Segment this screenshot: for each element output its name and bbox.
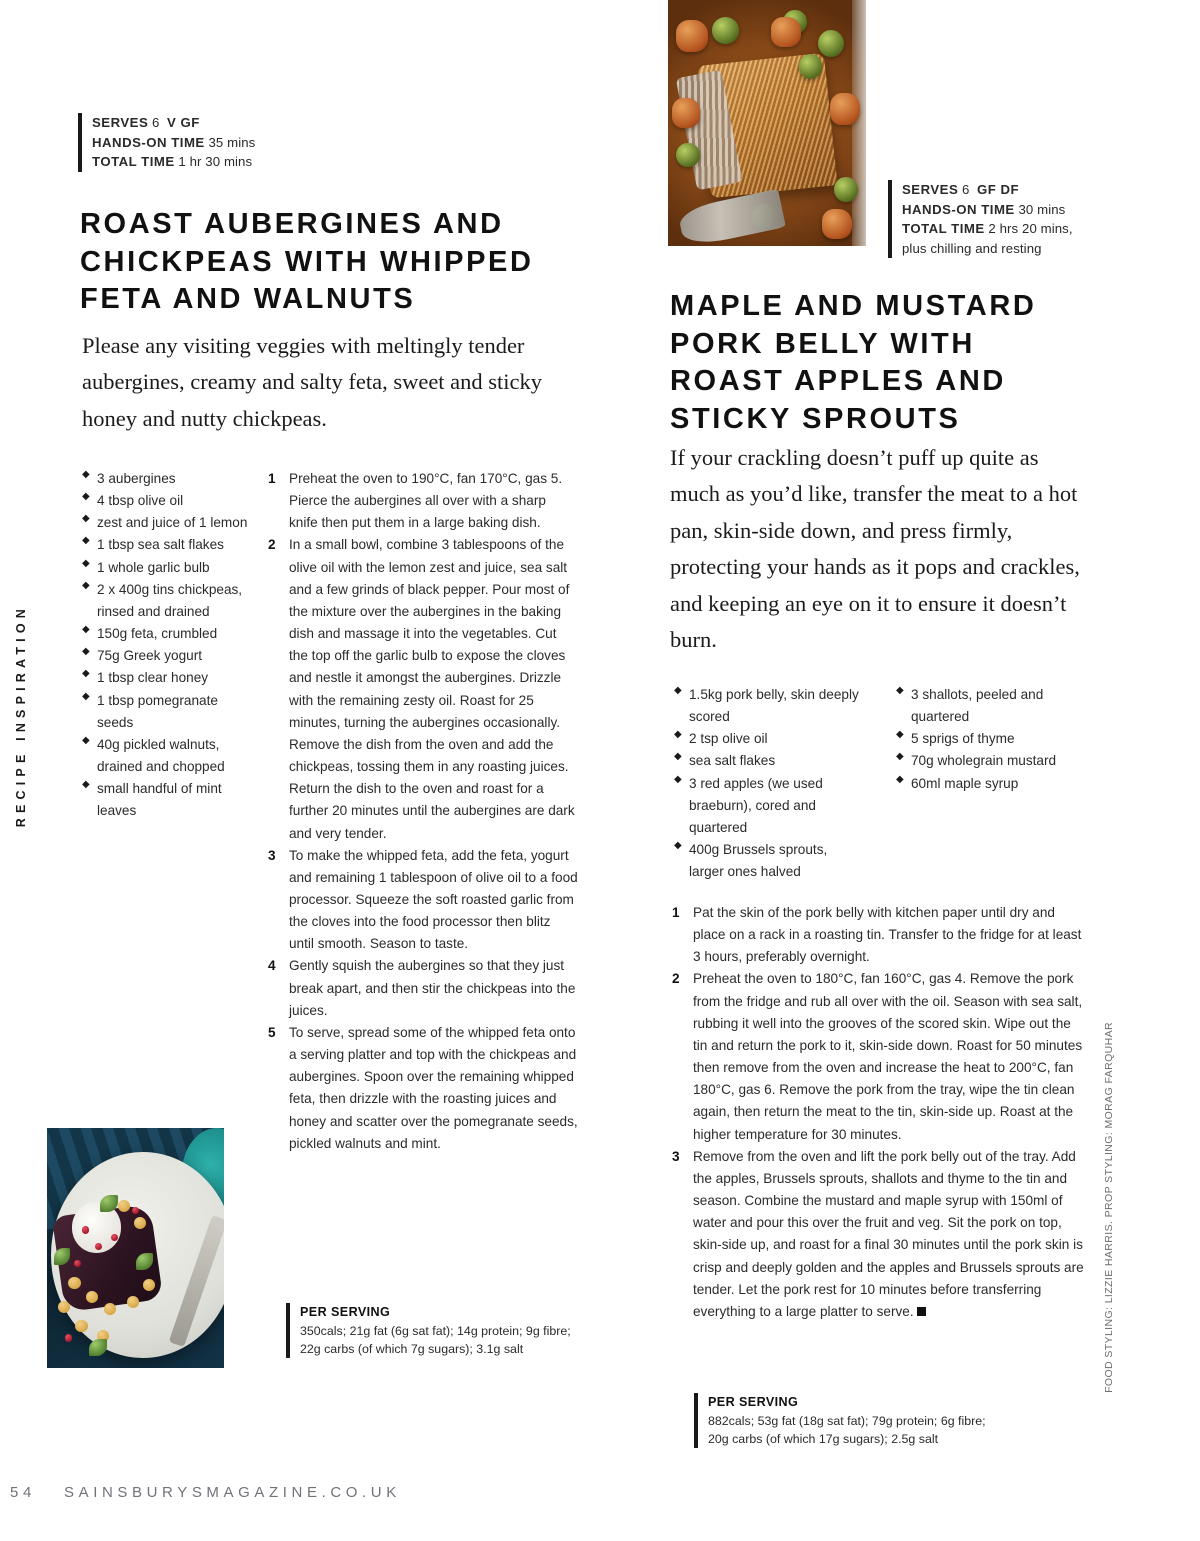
ingredient-text: 1.5kg pork belly, skin deeply scored bbox=[689, 687, 859, 725]
left-per-serving bbox=[286, 1303, 580, 1358]
step-text: Remove from the oven and lift the pork belly out of the tray. Add the apples, Brussels sprouts, shallots and thyme to the tin and season. Combine the mustard and maple syrup with 150ml of water and pour this over the fruit and veg. Sit the pork on top, skin-side up, and roast for a final 30 minutes until the pork skin is crisp and deeply golden and the apples and Brussels sprouts are tender. Let the pork rest for 10 minutes before transferring everything to a large platter to serve. bbox=[693, 1148, 1084, 1319]
diamond-bullet-icon: ◆ bbox=[82, 491, 90, 503]
right-per-serving bbox=[694, 1393, 1008, 1448]
ingredient-item bbox=[896, 750, 1086, 772]
right-handson-line bbox=[902, 200, 1082, 220]
ingredient-item bbox=[82, 778, 257, 822]
ingredient-text: 3 shallots, peeled and quartered bbox=[911, 687, 1044, 725]
method-step bbox=[268, 468, 578, 534]
magazine-website[interactable]: SAINSBURYSMAGAZINE.CO.UK bbox=[64, 1484, 401, 1501]
left-per-serving-text: 350cals; 21g fat (6g sat fat); 14g protein; 9g fibre; 22g carbs (of which 7g sugars); 3.1g salt bbox=[300, 1323, 571, 1356]
right-handson-key: HANDS-ON TIME bbox=[902, 201, 1015, 217]
step-number: 2 bbox=[672, 971, 680, 987]
roast-apple bbox=[830, 93, 860, 125]
left-handson-value: 35 mins bbox=[208, 134, 256, 150]
diamond-bullet-icon: ◆ bbox=[82, 557, 90, 569]
right-total-note: plus chilling and resting bbox=[902, 240, 1042, 256]
ingredient-item bbox=[82, 512, 257, 534]
ingredient-text: small handful of mint leaves bbox=[97, 781, 222, 819]
ingredient-item bbox=[674, 684, 864, 728]
method-step bbox=[268, 534, 578, 844]
chickpea bbox=[75, 1320, 87, 1332]
ingredient-text: 2 x 400g tins chickpeas, rinsed and drained bbox=[97, 581, 243, 619]
left-total-value: 1 hr 30 mins bbox=[178, 154, 253, 170]
right-recipe-meta bbox=[888, 180, 1082, 258]
diamond-bullet-icon: ◆ bbox=[82, 469, 90, 480]
step-text: Preheat the oven to 180°C, fan 160°C, gas 4. Remove the pork from the fridge and rub all over with the oil. Season with sea salt, rubbing it well into the grooves of the scored skin. Wipe out the tin and return the pork to it, skin-side down. Roast for 50 minutes then remove from the oven and increase the heat to 200°C, fan 180°C, gas 6. Remove the pork from the tray, wipe the tin clean again, then return the meat to the tin, skin-side up. Roast at the higher temperature for 30 minutes. bbox=[693, 971, 1083, 1142]
pomegranate-seed bbox=[65, 1334, 72, 1341]
left-handson-key: HANDS-ON TIME bbox=[92, 134, 205, 150]
step-text: To make the whipped feta, add the feta, yogurt and remaining 1 tablespoon of olive oil to a food processor. Squeeze the soft roasted garlic from the cloves into the food processor then blitz until smooth. Season to taste. bbox=[289, 847, 578, 952]
diamond-bullet-icon: ◆ bbox=[674, 840, 682, 852]
right-serves-key: SERVES bbox=[902, 182, 959, 197]
left-diet-tags: V GF bbox=[167, 115, 200, 130]
mint-leaf bbox=[89, 1339, 107, 1356]
right-method-steps bbox=[672, 902, 1084, 1323]
step-number: 5 bbox=[268, 1024, 276, 1040]
right-recipe-title: MAPLE AND MUSTARD PORK BELLY WITH ROAST APPLES AND STICKY SPROUTS bbox=[670, 290, 1037, 436]
diamond-bullet-icon: ◆ bbox=[674, 751, 682, 763]
method-step bbox=[672, 1146, 1084, 1323]
ingredient-text: 150g feta, crumbled bbox=[97, 626, 218, 642]
ingredient-item bbox=[82, 557, 257, 579]
brussels-sprout bbox=[676, 143, 700, 168]
end-of-article-mark bbox=[917, 1307, 926, 1316]
method-step bbox=[268, 1022, 578, 1155]
ingredient-text: 1 tbsp pomegranate seeds bbox=[97, 692, 218, 730]
diamond-bullet-icon: ◆ bbox=[82, 535, 90, 547]
ingredient-item bbox=[82, 534, 257, 556]
chickpea bbox=[68, 1277, 80, 1289]
left-recipe-standfirst: Please any visiting veggies with meltingly tender aubergines, creamy and salty feta, sweet and sticky honey and nutty chickpeas. bbox=[82, 333, 543, 431]
step-number: 3 bbox=[672, 1148, 680, 1164]
chickpea bbox=[127, 1296, 139, 1308]
right-handson-value: 30 mins bbox=[1018, 201, 1066, 217]
step-text: Gently squish the aubergines so that they just break apart, and then stir the chickpeas into the juices. bbox=[289, 958, 576, 1018]
chickpea bbox=[118, 1200, 130, 1212]
method-step bbox=[268, 955, 578, 1021]
right-total-key: TOTAL TIME bbox=[902, 221, 985, 237]
right-recipe-standfirst: If your crackling doesn’t puff up quite as much as you’d like, transfer the meat to a hot pan, skin-side down, and press firmly, protecting your hands as it pops and crackles, and keeping an eye on it to ensure it doesn’t burn. bbox=[670, 445, 1080, 653]
ingredient-item bbox=[896, 728, 1086, 750]
ingredient-text: 1 whole garlic bulb bbox=[97, 559, 210, 575]
diamond-bullet-icon: ◆ bbox=[82, 513, 90, 525]
aubergine-recipe-photo bbox=[47, 1128, 224, 1368]
left-ingredients-list bbox=[82, 468, 257, 823]
right-diet-tags: GF DF bbox=[977, 182, 1020, 197]
right-per-serving-text: 882cals; 53g fat (18g sat fat); 79g protein; 6g fibre; 20g carbs (of which 17g sugars); 2.5g salt bbox=[708, 1413, 986, 1446]
pork-belly-recipe-photo bbox=[668, 0, 866, 246]
page-number: 54 bbox=[10, 1484, 36, 1501]
diamond-bullet-icon: ◆ bbox=[896, 685, 904, 696]
brussels-sprout bbox=[799, 54, 823, 79]
ingredient-text: 1 tbsp clear honey bbox=[97, 670, 209, 686]
ingredient-text: sea salt flakes bbox=[689, 753, 776, 769]
ingredient-item bbox=[674, 750, 864, 772]
left-total-key: TOTAL TIME bbox=[92, 154, 175, 170]
brussels-sprout bbox=[834, 177, 858, 202]
ingredient-item bbox=[674, 773, 864, 839]
ingredient-text: 1 tbsp sea salt flakes bbox=[97, 537, 224, 553]
diamond-bullet-icon: ◆ bbox=[82, 779, 90, 791]
roast-apple bbox=[771, 17, 801, 47]
ingredient-text: 3 red apples (we used braeburn), cored and quartered bbox=[689, 775, 823, 835]
brussels-sprout bbox=[712, 17, 740, 44]
step-text: Pat the skin of the pork belly with kitchen paper until dry and place on a rack in a roasting tin. Transfer to the fridge for at least 3 hours, preferably overnight. bbox=[693, 905, 1082, 965]
left-method-steps bbox=[268, 468, 578, 1155]
chickpea bbox=[134, 1217, 146, 1229]
ingredient-item bbox=[82, 645, 257, 667]
section-label-recipe-inspiration: RECIPE INSPIRATION bbox=[14, 604, 28, 828]
step-number: 2 bbox=[268, 537, 276, 553]
diamond-bullet-icon: ◆ bbox=[674, 773, 682, 785]
serving-spoon bbox=[677, 189, 786, 246]
ingredient-item bbox=[82, 690, 257, 734]
chickpea bbox=[143, 1279, 155, 1291]
ingredient-text: 3 aubergines bbox=[97, 471, 176, 486]
diamond-bullet-icon: ◆ bbox=[82, 646, 90, 658]
ingredient-item bbox=[82, 490, 257, 512]
ingredient-text: 400g Brussels sprouts, larger ones halved bbox=[689, 842, 828, 880]
ingredient-item bbox=[896, 684, 1086, 728]
method-step bbox=[268, 845, 578, 956]
left-handson-line bbox=[92, 133, 352, 153]
diamond-bullet-icon: ◆ bbox=[82, 668, 90, 680]
ingredient-item bbox=[82, 667, 257, 689]
roast-apple bbox=[676, 20, 708, 52]
ingredient-item bbox=[82, 623, 257, 645]
ingredient-text: 5 sprigs of thyme bbox=[911, 731, 1015, 747]
right-per-serving-title: PER SERVING bbox=[708, 1395, 799, 1409]
ingredient-item bbox=[674, 728, 864, 750]
step-text: Preheat the oven to 190°C, fan 170°C, gas 5. Pierce the aubergines all over with a sharp knife then put them in a large baking dish. bbox=[289, 471, 563, 531]
ingredient-item bbox=[896, 773, 1086, 795]
left-recipe-meta bbox=[78, 113, 352, 172]
left-serves-value: 6 bbox=[152, 115, 160, 130]
method-step bbox=[672, 902, 1084, 968]
chickpea bbox=[104, 1303, 116, 1315]
right-ingredients-list-column-1 bbox=[674, 684, 864, 883]
right-serves-value: 6 bbox=[962, 182, 970, 197]
step-number: 3 bbox=[268, 847, 276, 863]
right-total-line bbox=[902, 219, 1082, 239]
method-step bbox=[672, 968, 1084, 1145]
ingredient-text: 60ml maple syrup bbox=[911, 775, 1019, 791]
ingredient-item bbox=[82, 734, 257, 778]
step-text: To serve, spread some of the whipped feta onto a serving platter and top with the chickpeas and aubergines. Spoon over the remaining whipped feta, then drizzle with the roasting juices and honey and scatter over the pomegranate seeds, pickled walnuts and mint. bbox=[289, 1024, 578, 1151]
diamond-bullet-icon: ◆ bbox=[82, 690, 90, 702]
step-number: 1 bbox=[268, 471, 276, 486]
left-per-serving-title: PER SERVING bbox=[300, 1305, 391, 1319]
diamond-bullet-icon: ◆ bbox=[896, 773, 904, 785]
ingredient-text: 2 tsp olive oil bbox=[689, 731, 768, 747]
diamond-bullet-icon: ◆ bbox=[82, 734, 90, 746]
roasting-tin-rim bbox=[852, 0, 866, 246]
step-text: In a small bowl, combine 3 tablespoons of the olive oil with the lemon zest and juice, sea salt and a few grinds of black pepper. Pour most of the mixture over the aubergines in the baking dish and massage it into the vegetables. Cut the top off the garlic bulb to expose the cloves and nestle it amongst the aubergines. Drizzle with the remaining zesty oil. Roast for 25 minutes, turning the aubergines occasionally. Remove the dish from the oven and add the chickpeas, tossing them in any roasting juices. Return the dish to the oven and roast for a further 20 minutes until the aubergines are dark and very tender. bbox=[289, 537, 575, 841]
step-number: 4 bbox=[268, 958, 276, 974]
right-ingredients-list-column-2 bbox=[896, 684, 1086, 795]
diamond-bullet-icon: ◆ bbox=[82, 624, 90, 636]
left-serves-line bbox=[92, 113, 352, 133]
ingredient-text: 70g wholegrain mustard bbox=[911, 753, 1057, 769]
photo-credit-label: FOOD STYLING: LIZZIE HARRIS. PROP STYLING: MORAG FARQUHAR bbox=[1103, 1022, 1115, 1393]
left-serves-key: SERVES bbox=[92, 115, 149, 130]
ingredient-text: 4 tbsp olive oil bbox=[97, 493, 184, 509]
chickpea bbox=[58, 1301, 70, 1313]
pomegranate-seed bbox=[74, 1260, 81, 1267]
diamond-bullet-icon: ◆ bbox=[674, 729, 682, 741]
ingredient-item bbox=[674, 839, 864, 883]
roast-apple bbox=[822, 209, 852, 239]
ingredient-text: 40g pickled walnuts, drained and chopped bbox=[97, 736, 225, 775]
ingredient-item bbox=[82, 579, 257, 623]
left-total-line bbox=[92, 152, 352, 172]
diamond-bullet-icon: ◆ bbox=[896, 729, 904, 741]
pomegranate-seed bbox=[111, 1234, 118, 1241]
left-recipe-title: ROAST AUBERGINES AND CHICKPEAS WITH WHIPPED FETA AND WALNUTS bbox=[80, 208, 534, 316]
ingredient-text: 75g Greek yogurt bbox=[97, 648, 203, 664]
ingredient-item bbox=[82, 468, 257, 490]
diamond-bullet-icon: ◆ bbox=[896, 751, 904, 763]
brussels-sprout bbox=[818, 30, 844, 57]
right-total-value: 2 hrs 20 mins, bbox=[988, 221, 1073, 237]
diamond-bullet-icon: ◆ bbox=[674, 685, 682, 696]
diamond-bullet-icon: ◆ bbox=[82, 579, 90, 591]
step-number: 1 bbox=[672, 905, 680, 920]
roast-apple bbox=[672, 98, 700, 128]
right-serves-line bbox=[902, 180, 1082, 200]
ingredient-text: zest and juice of 1 lemon bbox=[97, 515, 248, 531]
